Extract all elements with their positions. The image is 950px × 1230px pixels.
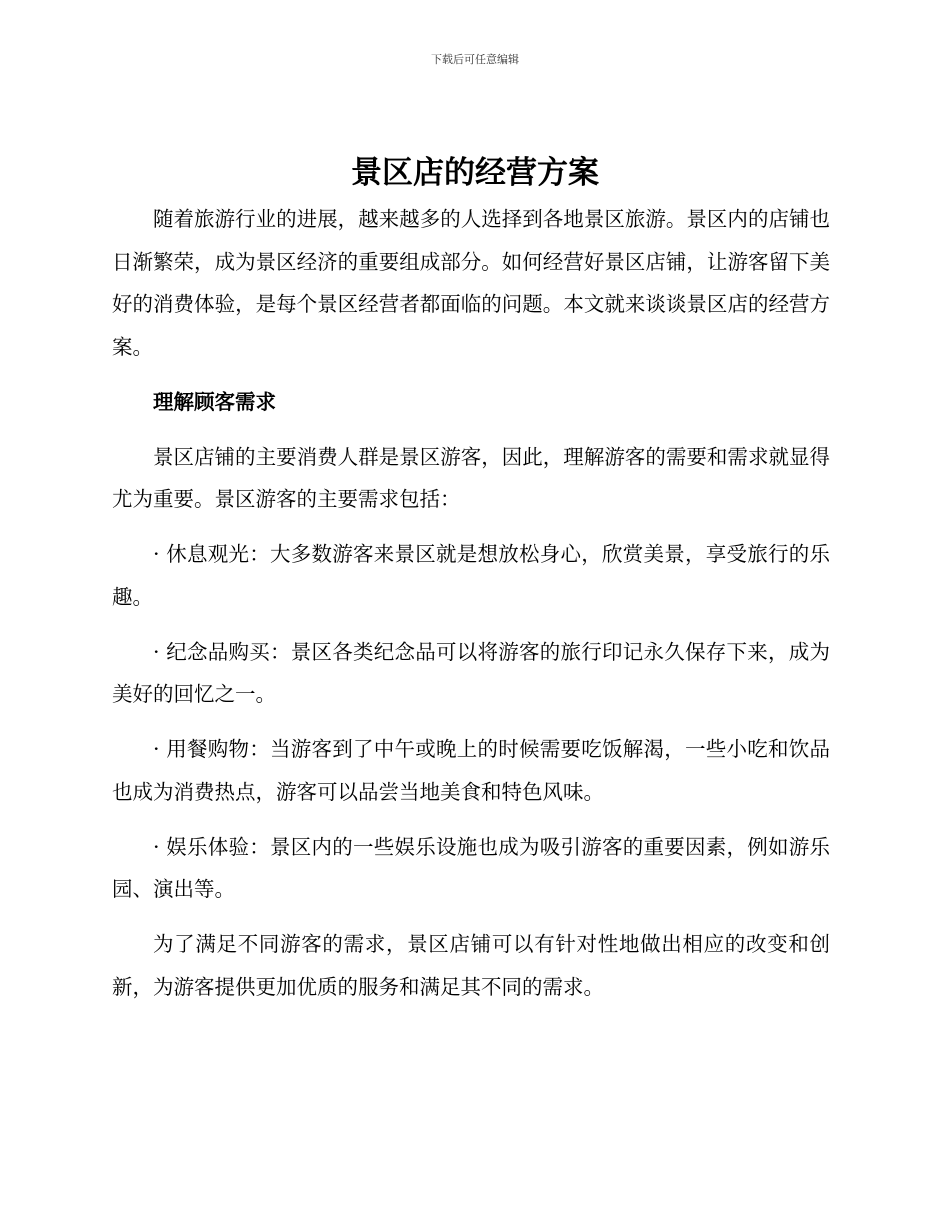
page-title: 景区店的经营方案 bbox=[351, 155, 599, 191]
conclusion-paragraph: 为了满足不同游客的需求，景区店铺可以有针对性地做出相应的改变和创新，为游客提供更加优质的服务和满足其不同的需求。 bbox=[112, 932, 830, 999]
header-note: 下载后可任意编辑 bbox=[431, 53, 519, 66]
document-body bbox=[112, 198, 830, 1008]
list-item: · 娱乐体验：景区内的一些娱乐设施也成为吸引游客的重要因素，例如游乐园、演出等。 bbox=[112, 834, 830, 901]
section-heading: 理解顾客需求 bbox=[153, 389, 276, 414]
list-item: · 纪念品购买：景区各类纪念品可以将游客的旅行印记永久保存下来，成为美好的回忆之一。 bbox=[112, 639, 830, 706]
list-item: · 休息观光：大多数游客来景区就是想放松身心，欣赏美景，享受旅行的乐趣。 bbox=[112, 542, 830, 609]
intro-paragraph: 随着旅游行业的进展，越来越多的人选择到各地景区旅游。景区内的店铺也日渐繁荣，成为景区经济的重要组成部分。如何经营好景区店铺，让游客留下美好的消费体验，是每个景区经营者都面临的问题。本文就来谈谈景区店的经营方案。 bbox=[112, 207, 830, 359]
section-lead-paragraph: 景区店铺的主要消费人群是景区游客，因此，理解游客的需要和需求就显得尤为重要。景区游客的主要需求包括： bbox=[112, 444, 830, 511]
list-item: · 用餐购物：当游客到了中午或晚上的时候需要吃饭解渴，一些小吃和饮品也成为消费热点，游客可以品尝当地美食和特色风味。 bbox=[112, 737, 830, 804]
